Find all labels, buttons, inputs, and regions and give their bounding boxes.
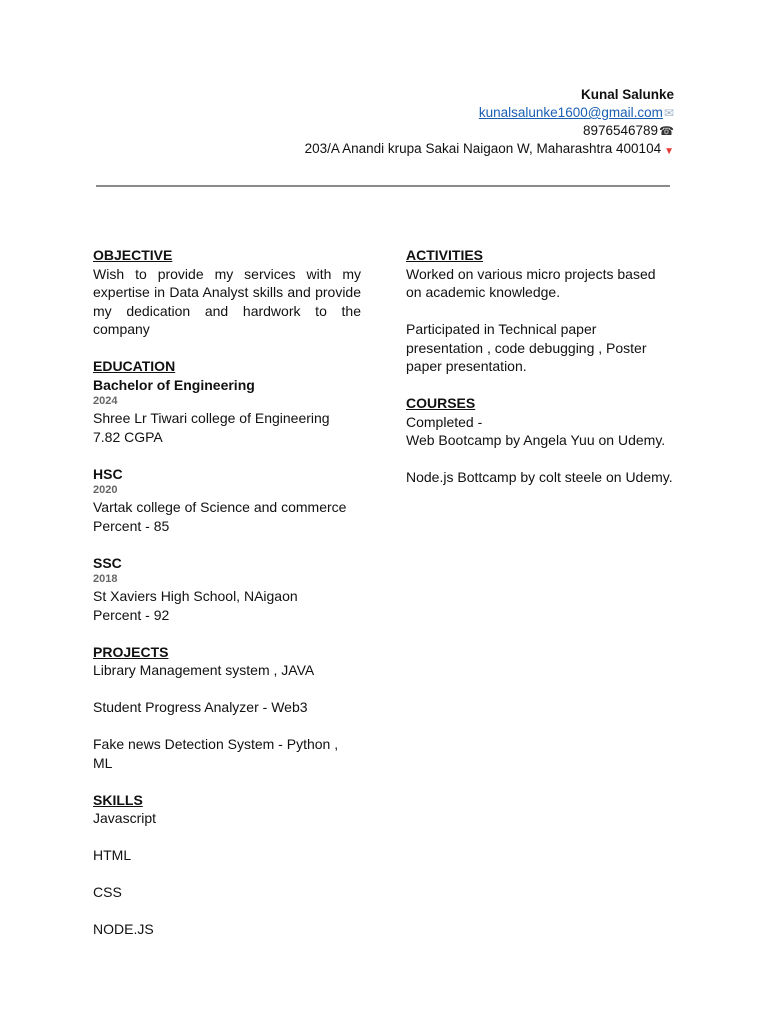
hsc-score: Percent - 85: [93, 517, 170, 534]
phone-number: 8976546789: [582, 123, 659, 138]
mail-icon: ✉: [663, 106, 674, 120]
project-item: Library Management system , JAVA: [93, 662, 315, 678]
courses-status: Completed -: [406, 413, 483, 430]
course-item: Web Bootcamp by Angela Yuu on Udemy.: [406, 432, 666, 448]
right-column: [406, 246, 674, 487]
degree-title: Bachelor of Engineering: [93, 376, 255, 393]
skill-item: HTML: [93, 847, 132, 863]
address: 203/A Anandi krupa Sakai Naigaon W, Maharashtra 400104: [304, 141, 662, 156]
activity-item: Participated in Technical paper presentation , code debugging , Poster paper presentation.: [406, 321, 647, 374]
ssc-school: St Xaviers High School, NAigaon: [93, 588, 298, 604]
email-link[interactable]: kunalsalunke1600@gmail.com: [478, 105, 663, 120]
contact-header: [305, 86, 674, 161]
skill-item: NODE.JS: [93, 921, 154, 937]
education-year: 2024: [93, 395, 118, 407]
skill-item: CSS: [93, 884, 122, 900]
email-line: [305, 104, 674, 122]
header-divider: [96, 185, 670, 187]
left-column: [93, 246, 361, 939]
skill-item: Javascript: [93, 810, 157, 826]
objective-text: Wish to provide my services with my expertise in Data Analyst skills and provide my dedication and hardwork to the company: [93, 265, 361, 337]
hsc-heading: HSC: [93, 465, 123, 482]
phone-line: [305, 122, 674, 140]
education-score: 7.82 CGPA: [93, 428, 163, 445]
activity-item: Worked on various micro projects based on academic knowledge.: [406, 265, 656, 300]
ssc-heading: SSC: [93, 554, 122, 571]
candidate-name: Kunal Salunke: [580, 87, 674, 102]
skills-heading: SKILLS: [93, 791, 143, 808]
course-item: Node.js Bottcamp by colt steele on Udemy.: [406, 469, 673, 485]
objective-heading: OBJECTIVE: [93, 247, 173, 263]
projects-heading: PROJECTS: [93, 643, 169, 660]
address-line: [305, 140, 674, 161]
college-name: Shree Lr Tiwari college of Engineering: [93, 410, 330, 426]
project-item: Fake news Detection System - Python , ML: [93, 736, 339, 771]
phone-icon: ☎: [659, 124, 674, 138]
courses-heading: COURSES: [406, 395, 476, 411]
hsc-year: 2020: [93, 484, 118, 496]
hsc-college: Vartak college of Science and commerce: [93, 499, 347, 515]
ssc-year: 2018: [93, 573, 118, 585]
activities-heading: ACTIVITIES: [406, 247, 484, 263]
ssc-score: Percent - 92: [93, 606, 170, 623]
education-heading: EDUCATION: [93, 358, 176, 374]
location-pin-icon: ▼: [664, 146, 674, 157]
project-item: Student Progress Analyzer - Web3: [93, 699, 308, 715]
